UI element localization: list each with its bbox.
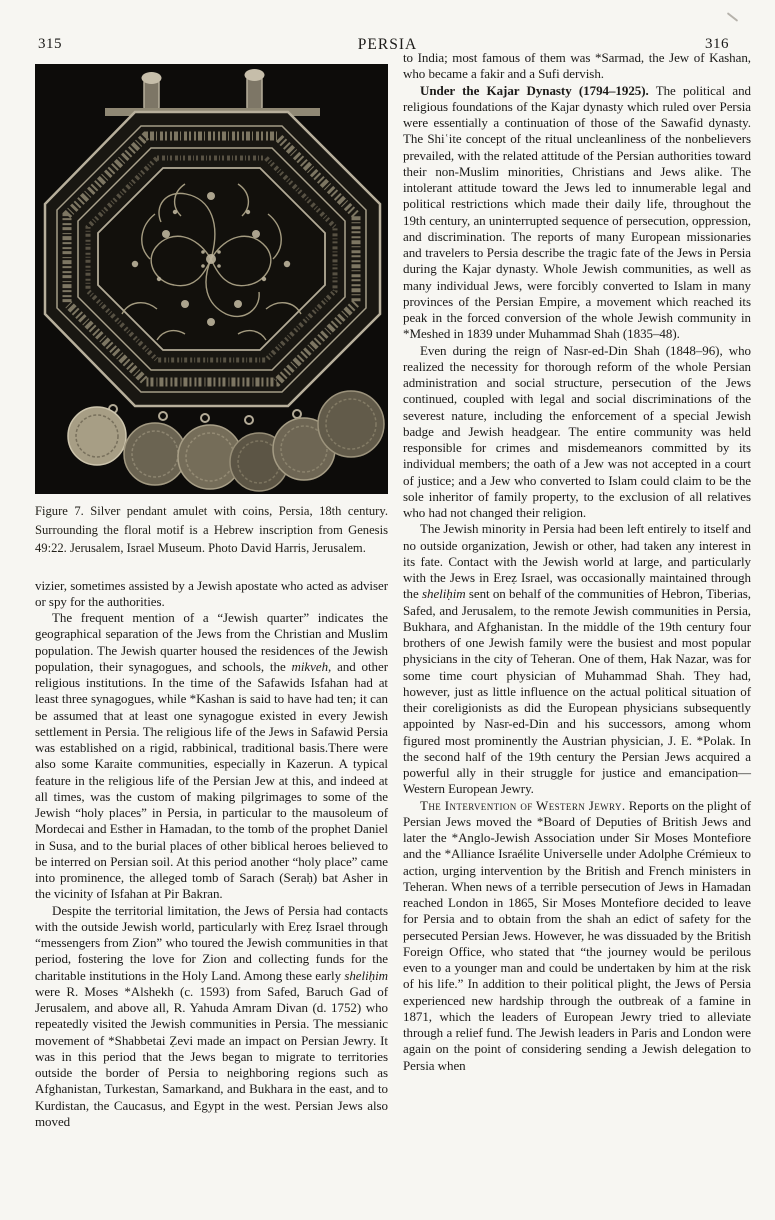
text-segment: sheliḥim [421,586,466,602]
text-segment: Even during the reign of Nasr-ed-Din Shah (1848–96), who realized the necessity for thorough reform of the whole Persian administration and social structure, persecution of the Jews continued, coupled with legal and social discriminations of the severest nature, including the enforcement of a special Jewish badge and Jewish headgear. The entire community was held responsible for crimes and misdemeanors committed by its individual members; the oath of a Jew was not accepted in a court of justice; and a Jew who converted to Islam could claim to be the sole inheritor of family property, to the exclusion of all relatives who had not changed their religion. [403,342,751,520]
text-segment: The frequent mention of a “Jewish quarter” indicates the geographical separation of the Jews from the Christian and Muslim population. The Jewish quarter housed the residences of the Jewish population, their synagogues, and schools, the [35,610,388,674]
paragraph [403,83,751,343]
left-page-number: 315 [38,36,62,52]
pendant-amulet-photo [35,64,388,494]
paragraph [403,521,751,797]
text-segment: Despite the territorial limitation, the Jews of Persia had contacts with the outside Jewish world, particularly with Ereẓ Israel through “messengers from Zion” who toured the Jewish communities in that period, fostering the love for Zion and collecting funds for the charitable institutions in the Holy Land. Among these early [35,902,388,983]
right-column-text [403,50,751,1074]
text-segment: to India; most famous of them was *Sarmad, the Jew of Kashan, who became a fakir and a Sufi dervish. [403,50,751,82]
paragraph [403,798,751,1074]
paragraph [35,903,388,1131]
scan-artifact [727,12,738,22]
text-segment: Under the Kajar Dynasty (1794–1925). [420,82,649,98]
text-segment: The political and religious foundations of the Kajar dynasty which ruled over Persia were essentially a continuation of those of the Sawafid dynasty. The Shiʿite concept of the ritual uncleanliness of the nonbelievers prevailed, with the related attitude of the Persian authorities toward their non-Muslim minorities, Christians and Jews alike. The intolerant attitude toward the Jews led to innumerable legal and political restrictions which made their daily life, throughout the 19th century, an uninterrupted sequence of persecution, oppression, and discrimination. The reports of many European missionaries and travelers to Persia describe the tragic fate of the Jews in Persia during the Kajar dynasty. Whole Jewish communities, as well as many individual Jews, were forcibly converted to Islam in many provinces of the Persian Empire, a movement which reached its peak in the forced conversion of the whole Jewish community in *Meshed in 1839 under Muhammad Shah (1835–48). [403,82,751,342]
paragraph [403,343,751,522]
paragraph [403,50,751,83]
text-segment: were R. Moses *Alshekh (c. 1593) from Safed, Baruch Gad of Jerusalem, and above all, R. Yahuda Amram Divan (d. 1752) who repeatedly visited the Jewish communities in Persia. The messianic movement of *Shabbetai Ẓevi made an impact on Persian Jewry. It was in this period that the Jews began to migrate to territories outside the border of Persia to neighboring regions such as Afghanistan, Turkestan, Samarkand, and Bukhara in the east, and to Kurdistan, the Caucasus, and Egypt in the west. Persian Jews also moved [35,983,388,1129]
text-segment: The Jewish minority in Persia had been left entirely to itself and no outside organization, Jewish or other, had taken any interest in its fate. Contact with the Jewish world at large, and particularly with the Jews in Ereẓ Israel, was occasionally maintained through the [403,521,751,602]
text-segment: Reports on the plight of Persian Jews moved the *Board of Deputies of British Jews and later the *Anglo-Jewish Association under Sir Moses Montefiore and the *Alliance Israélite Universelle under Adolphe Crémieux to action, urging intervention by the British and French ministers in Teheran. When news of a terrible persecution of Jews in Hamadan reached London in 1865, Sir Moses Montefiore decided to leave for Persia and to obtain from the shah an edict of safety for the persecuted Persian Jews. However, he was dissuaded by the British Foreign Office, who stated that “the journey would be perilous even to a younger man and could be undertaken by him at the risk of his life.” In addition to their political plight, the Jews of Persia experienced new hardship through the outbreak of a famine in 1871, which the leaders of European Jewry tried to alleviate through a relief fund. The Jewish leaders in Paris and London were again on the point of considering sending a Jewish delegation to Persia when [403,797,751,1073]
text-segment: mikveh [291,658,329,674]
text-segment: vizier, sometimes assisted by a Jewish apostate who acted as adviser or spy for the authorities. [35,577,388,609]
page-title: PERSIA [357,36,418,53]
text-segment: sheliḥim [344,967,388,983]
text-segment: sent on behalf of the communities of Hebron, Tiberias, Safed, and Jerusalem, to the remote Jewish communities in Persia, Bukhara, and Afghanistan. In the middle of the 19th century four brothers of one Jewish family were the busiest and most popular physicians in the city of Teheran. One of them, Hak Nazar, was for some time court physician of Muhammad Shah. They had, however, just as little influence on the actual political situation of their coreligionists as did the European physicians subsequently appointed by Nasr-ed-Din and his successors, among whom figured most prominently the Austrian physician, J. E. *Polak. In the second half of the 19th century the Persian Jews acquired a powerful ally in their struggle for justice and emancipation—Western European Jewry. [403,586,752,797]
left-column-text [35,578,388,1131]
figure-caption: Figure 7. Silver pendant amulet with coins, Persia, 18th century. Surrounding the floral motif is a Hebrew inscription from Genesis 49:22. Jerusalem, Israel Museum. Photo David Harris, Jerusalem. [35,504,388,555]
paragraph [35,610,388,903]
left-column [35,64,388,1130]
right-page-number: 316 [705,36,729,52]
paragraph [35,578,388,611]
text-segment: The Intervention of Western Jewry. [420,797,626,813]
text-segment: , and other religious institutions. In the time of the Safawids Isfahan had at least three synagogues, while *Kashan is said to have had ten; it can be assumed that at least one synagogue existed in every Jewish settlement in Persia. The religious life of the Jews in Safawid Persia was established on a rigid, rabbinical, traditional basis.There were also some Karaite communities, especially in Kazerun. A typical feature in the religious life of the Persian Jew at this, and indeed at all times, was the custom of making pilgrimages to some of the Jewish “holy places” in Persia, in particular to the mausoleum of Mordecai and Esther in Hamadan, to the tomb of the prophet Daniel in Susa, and to the burial places of other biblical heroes believed to be interred on Persian soil. At this period another “holy place” came into prominence, the alleged tomb of Sarach (Seraḥ) bat Asher in the vicinity of Isfahan at Pir Bakran. [35,658,389,902]
